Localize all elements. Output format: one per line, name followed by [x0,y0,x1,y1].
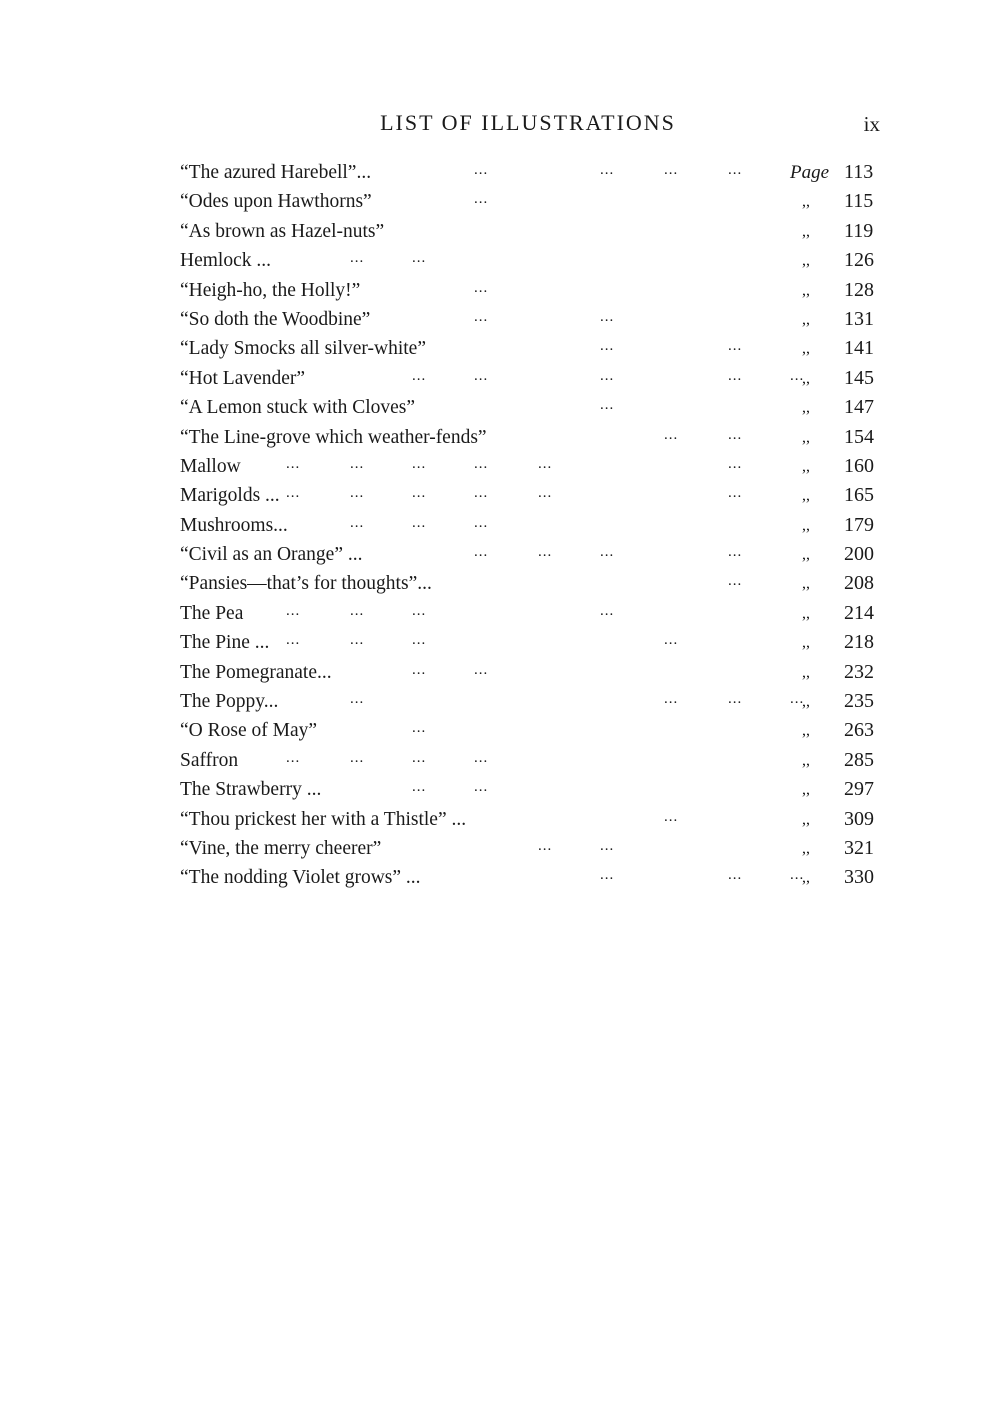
ditto-mark: ,, [802,516,810,534]
dot-leader: ... [474,544,489,561]
dot-leader: ... [350,485,365,502]
dot-leader: ... [350,749,365,766]
entry-page-number: 165 [844,484,874,507]
entry-page-number: 119 [844,219,874,242]
ditto-mark: ,, [802,751,810,769]
entry-title: Saffron [180,749,239,771]
entry-title: “The Line-grove which weather-fends” [180,426,487,448]
entry-title: “Lady Smocks all silver-white” [180,338,426,360]
entry-title: Marigolds ... [180,485,280,507]
dot-leader: ... [728,485,743,502]
ditto-mark: ,, [802,693,810,711]
dot-leader: ... [728,573,743,590]
ditto-mark: ,, [802,634,810,652]
dot-leader: ... [664,426,679,443]
list-item [180,775,880,804]
list-item [180,158,880,187]
dot-leader: ... [474,455,489,472]
page-title: LIST OF ILLUSTRATIONS [380,110,676,135]
list-item [180,481,880,510]
dot-leader: ... [286,455,301,472]
dot-leader: ... [538,485,553,502]
entry-title: “Civil as an Orange” ... [180,544,363,566]
dot-leader: ... [728,691,743,708]
list-item [180,569,880,598]
ditto-mark: ,, [802,546,810,564]
list-item [180,834,880,863]
dot-leader: ... [412,514,427,531]
entry-page-number: 147 [844,396,874,419]
ditto-mark: ,, [802,193,810,211]
entry-page-number: 160 [844,454,874,477]
dot-leader: ... [600,397,615,414]
entry-title: “A Lemon stuck with Cloves” [180,397,416,419]
entry-page-number: 285 [844,748,874,771]
dot-leader: ... [790,367,805,384]
dot-leader: ... [474,308,489,325]
dot-leader: ... [664,808,679,825]
list-item [180,716,880,745]
entry-title: “The azured Harebell”... [180,162,372,183]
dot-leader: ... [728,162,743,178]
dot-leader: ... [350,455,365,472]
dot-leader: ... [538,544,553,561]
entry-title: “Vine, the merry cheerer” [180,837,382,859]
dot-leader: ... [538,455,553,472]
dot-leader: ... [412,632,427,649]
entry-page-number: 179 [844,513,874,536]
dot-leader: ... [412,485,427,502]
ditto-mark: ,, [802,340,810,358]
entry-title: The Poppy... [180,691,279,713]
entry-page-number: 321 [844,836,874,859]
list-item [180,334,880,363]
ditto-mark: ,, [802,281,810,299]
dot-leader: ... [412,720,427,737]
dot-leader: ... [474,779,489,796]
list-item [180,364,880,393]
ditto-mark: ,, [802,604,810,622]
list-item [180,423,880,452]
ditto-mark: ,, [802,487,810,505]
ditto-mark: ,, [802,869,810,887]
entry-page-number: 200 [844,543,874,566]
dot-leader: ... [412,367,427,384]
entry-title: “O Rose of May” [180,720,318,742]
entry-page-number: 128 [844,278,874,301]
entry-page-number: 235 [844,690,874,713]
entry-page-number: 115 [844,190,874,213]
list-item [180,863,880,892]
list-item [180,687,880,716]
list-item [180,452,880,481]
dot-leader: ... [350,514,365,531]
dot-leader: ... [600,367,615,384]
dot-leader: ... [664,632,679,649]
entry-page-number: 309 [844,807,874,830]
entry-page-number: 145 [844,366,874,389]
entry-title: Mallow [180,455,241,477]
dot-leader: ... [286,632,301,649]
dot-leader: ... [600,308,615,325]
dot-leader: ... [412,602,427,619]
entry-title: The Pine ... [180,632,270,654]
list-item [180,746,880,775]
page-number: ix [863,112,880,136]
list-item [180,187,880,216]
ditto-mark: ,, [802,575,810,593]
entry-page-number: 131 [844,307,874,330]
ditto-mark: ,, [802,722,810,740]
list-item [180,393,880,422]
list-item [180,805,880,834]
list-item [180,217,880,246]
entry-title: The Pomegranate... [180,661,332,683]
dot-leader: ... [412,661,427,678]
dot-leader: ... [350,632,365,649]
entry-page-number: 297 [844,778,874,801]
entry-title: The Pea [180,602,244,624]
dot-leader: ... [474,162,489,178]
dot-leader: ... [286,749,301,766]
entry-title: “As brown as Hazel-nuts” [180,220,385,242]
dot-leader: ... [728,338,743,355]
dot-leader: ... [474,191,489,208]
entry-page-number: 113 [844,161,874,183]
entry-title: “Thou prickest her with a Thistle” ... [180,808,467,830]
entry-page-number: 141 [844,337,874,360]
list-item [180,658,880,687]
dot-leader: ... [790,867,805,884]
dot-leader: ... [728,867,743,884]
list-item [180,276,880,305]
page-label: Page [790,162,830,183]
entry-page-number: 330 [844,866,874,889]
entry-title: “Pansies—that’s for thoughts”... [180,573,432,595]
dot-leader: ... [474,514,489,531]
ditto-mark: ,, [802,222,810,240]
dot-leader: ... [728,426,743,443]
dot-leader: ... [474,279,489,296]
illustrations-list [180,158,880,893]
dot-leader: ... [286,602,301,619]
entry-page-number: 218 [844,631,874,654]
dot-leader: ... [350,250,365,267]
ditto-mark: ,, [802,369,810,387]
entry-title: Mushrooms... [180,514,288,536]
entry-title: “Hot Lavender” [180,367,306,389]
dot-leader: ... [474,367,489,384]
dot-leader: ... [600,544,615,561]
ditto-mark: ,, [802,399,810,417]
entry-page-number: 232 [844,660,874,683]
dot-leader: ... [350,691,365,708]
dot-leader: ... [474,485,489,502]
ditto-mark: ,, [802,663,810,681]
dot-leader: ... [600,602,615,619]
dot-leader: ... [728,544,743,561]
list-item [180,511,880,540]
list-item [180,599,880,628]
dot-leader: ... [600,338,615,355]
list-item [180,540,880,569]
ditto-mark: ,, [802,781,810,799]
entry-page-number: 154 [844,425,874,448]
entry-page-number: 214 [844,601,874,624]
dot-leader: ... [412,779,427,796]
entry-title: “Odes upon Hawthorns” [180,191,372,213]
dot-leader: ... [474,661,489,678]
entry-title: “Heigh-ho, the Holly!” [180,279,361,301]
dot-leader: ... [728,367,743,384]
dot-leader: ... [474,749,489,766]
ditto-mark: ,, [802,810,810,828]
dot-leader: ... [664,691,679,708]
entry-title: The Strawberry ... [180,779,322,801]
ditto-mark: ,, [802,457,810,475]
ditto-mark: ,, [802,252,810,270]
ditto-mark: ,, [802,839,810,857]
list-item [180,246,880,275]
entry-page-number: 263 [844,719,874,742]
dot-leader: ... [664,162,679,178]
list-item [180,305,880,334]
dot-leader: ... [538,837,553,854]
dot-leader: ... [600,162,615,178]
dot-leader: ... [412,250,427,267]
dot-leader: ... [600,837,615,854]
ditto-mark: ,, [802,310,810,328]
dot-leader: ... [600,867,615,884]
ditto-mark: ,, [802,428,810,446]
entry-title: Hemlock ... [180,250,271,272]
dot-leader: ... [350,602,365,619]
dot-leader: ... [790,691,805,708]
dot-leader: ... [412,749,427,766]
entry-title: “The nodding Violet grows” ... [180,867,421,889]
dot-leader: ... [286,485,301,502]
entry-page-number: 126 [844,249,874,272]
dot-leader: ... [412,455,427,472]
entry-title: “So doth the Woodbine” [180,308,371,330]
entry-page-number: 208 [844,572,874,595]
dot-leader: ... [728,455,743,472]
list-item [180,628,880,657]
